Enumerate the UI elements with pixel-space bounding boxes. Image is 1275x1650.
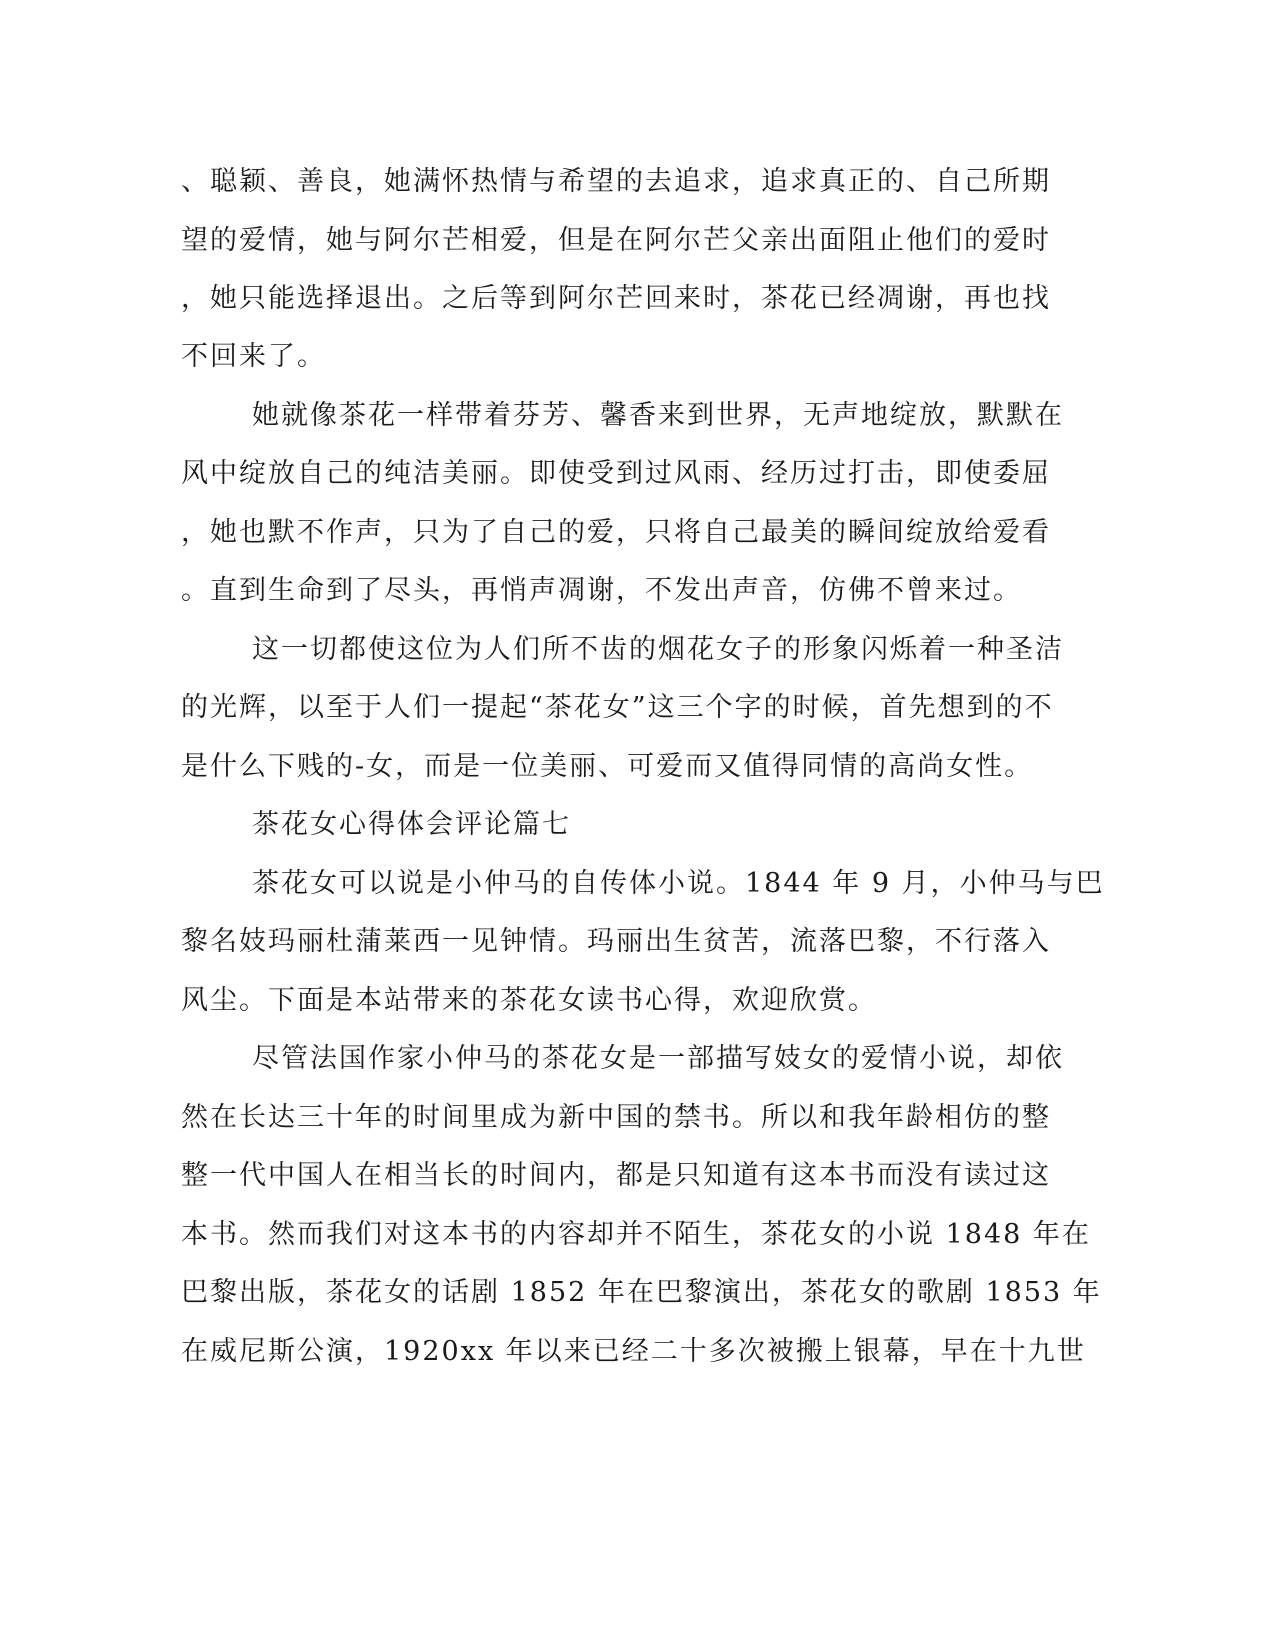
section-heading: 茶花女心得体会评论篇七 bbox=[252, 809, 571, 840]
paragraph-first-line: 尽管法国作家小仲马的茶花女是一部描写妓女的爱情小说，却依 bbox=[252, 1043, 1064, 1074]
body-text-line: 是什么下贱的-女，而是一位美丽、可爱而又值得同情的高尚女性。 bbox=[181, 751, 1034, 782]
paragraph-first-line: 茶花女可以说是小仲马的自传体小说。1844 年 9 月，小仲马与巴 bbox=[252, 868, 1105, 899]
body-text-line: 风中绽放自己的纯洁美丽。即使受到过风雨、经历过打击，即使委屈 bbox=[181, 458, 1051, 489]
body-text-line: 在威尼斯公演，1920xx 年以来已经二十多次被搬上银幕，早在十九世 bbox=[181, 1336, 1086, 1367]
body-text-line: ，她只能选择退出。之后等到阿尔芒回来时，茶花已经凋谢，再也找 bbox=[181, 283, 1051, 314]
paragraph-first-line: 她就像茶花一样带着芬芳、馨香来到世界，无声地绽放，默默在 bbox=[252, 400, 1064, 431]
paragraph-first-line: 这一切都使这位为人们所不齿的烟花女子的形象闪烁着一种圣洁 bbox=[252, 634, 1064, 665]
body-text-line: 望的爱情，她与阿尔芒相爱，但是在阿尔芒父亲出面阻止他们的爱时 bbox=[181, 225, 1051, 256]
body-text-line: ，她也默不作声，只为了自己的爱，只将自己最美的瞬间绽放给爱看 bbox=[181, 517, 1051, 548]
body-text-line: 。直到生命到了尽头，再悄声凋谢，不发出声音，仿佛不曾来过。 bbox=[181, 575, 1022, 606]
body-text-line: 风尘。下面是本站带来的茶花女读书心得，欢迎欣赏。 bbox=[181, 985, 877, 1016]
body-text-line: 本书。然而我们对这本书的内容却并不陌生，茶花女的小说 1848 年在 bbox=[181, 1219, 1091, 1250]
body-text-line: 整一代中国人在相当长的时间内，都是只知道有这本书而没有读过这 bbox=[181, 1160, 1051, 1191]
body-text-line: 、聪颖、善良，她满怀热情与希望的去追求，追求真正的、自己所期 bbox=[181, 166, 1051, 197]
body-text-line: 黎名妓玛丽杜蒲莱西一见钟情。玛丽出生贫苦，流落巴黎，不行落入 bbox=[181, 926, 1051, 957]
body-text-line: 巴黎出版，茶花女的话剧 1852 年在巴黎演出，茶花女的歌剧 1853 年 bbox=[181, 1277, 1102, 1308]
body-text-line: 的光辉，以至于人们一提起“茶花女”这三个字的时候，首先想到的不 bbox=[181, 692, 1054, 723]
body-text-line: 然在长达三十年的时间里成为新中国的禁书。所以和我年龄相仿的整 bbox=[181, 1102, 1051, 1133]
body-text-line: 不回来了。 bbox=[181, 341, 326, 372]
